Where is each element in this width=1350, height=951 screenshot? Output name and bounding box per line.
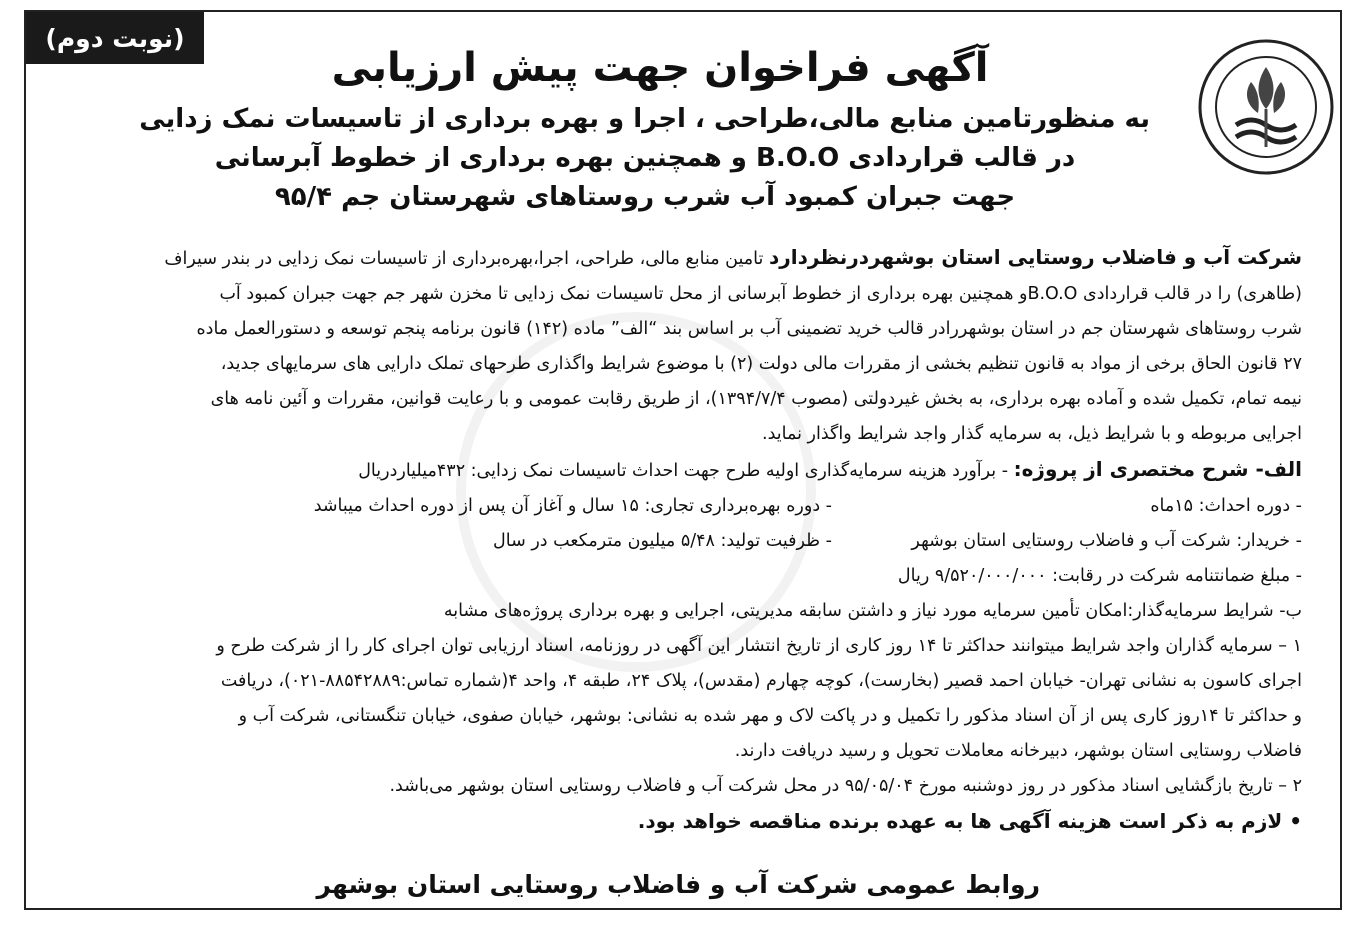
intro-line xyxy=(30,240,1302,277)
intro-line: شرب روستاهای شهرستان جم در استان بوشهررادر قالب خرید تضمینی آب بر اساس بند “الف” ماده (۱۴۲) قانون برنامه پنجم توسعه و دستورالعمل ماده xyxy=(196,319,1302,339)
intro-line: اجرایی مربوطه و با شرایط ذیل، به سرمایه گذار واجد شرایط واگذار نماید. xyxy=(762,424,1302,444)
ad-subtitle xyxy=(140,100,1150,217)
intro-line: (طاهری) را در قالب قراردادی B.O.Oو همچنین بهره برداری از خطوط آبرسانی از محل تاسیسات نمک زدایی تا مخزن شهر جم جهت جبران کمبود آب xyxy=(219,284,1302,304)
intro-lead: شرکت آب و فاضلاب روستایی استان بوشهردرنظردارد xyxy=(768,245,1302,269)
company-logo-icon xyxy=(1196,37,1336,177)
section-a-cost: - برآورد هزینه سرمایه‌گذاری اولیه طرح جهت احداث تاسیسات نمک زدایی: ۴۳۲میلیاردریال xyxy=(358,461,1009,481)
publication-round-badge: (نوبت دوم) xyxy=(26,12,204,64)
intro-line: ۲۷ قانون الحاق برخی از مواد به قانون تنظیم بخشی از مقررات مالی دولت (۲) با موضوع شرایط واگذاری طرحهای تملک دارایی های سرمایهای جدید، xyxy=(220,354,1302,374)
section-a-row xyxy=(30,559,1302,594)
clause-1-line: فاضلاب روستایی استان بوشهر، دبیرخانه معاملات تحویل و رسید دریافت دارند. xyxy=(734,741,1302,761)
section-a-header xyxy=(30,452,1302,489)
subtitle-line: در قالب قراردادی B.O.O و همچنین بهره برداری از خطوط آبرسانی xyxy=(214,143,1076,173)
section-a-heading: الف- شرح مختصری از پروژه: xyxy=(1013,457,1302,481)
section-a-row xyxy=(30,524,1302,559)
section-a-item: - خریدار: شرکت آب و فاضلاب روستایی استان بوشهر xyxy=(911,531,1302,551)
ad-footer-signature: روابط عمومی شرکت آب و فاضلاب روستایی استان بوشهر xyxy=(316,870,1040,899)
ad-title: آگهی فراخوان جهت پیش ارزیابی xyxy=(331,45,989,91)
subtitle-line: به منظورتامین منابع مالی،طراحی ، اجرا و بهره برداری از تاسیسات نمک زدایی xyxy=(139,104,1150,134)
section-a-row xyxy=(30,489,1302,524)
section-a-item: - دوره بهره‌برداری تجاری: ۱۵ سال و آغاز آن پس از دوره احداث میباشد xyxy=(313,496,832,516)
section-a-item: - دوره احداث: ۱۵ماه xyxy=(1150,496,1302,516)
clause-1-line: ۱ – سرمایه گذاران واجد شرایط میتوانند حداکثر تا ۱۴ روز کاری از تاریخ انتشار این آگهی در روزنامه، اسناد ارزیابی توان اجرای کار را از شرکت طرح و xyxy=(216,636,1302,656)
intro-line: نیمه تمام، تکمیل شده و آماده بهره برداری، به بخش غیردولتی (مصوب ۱۳۹۴/۷/۴)، از طریق رقابت عمومی و با رعایت قوانین، مقررات و آئین نامه های xyxy=(210,389,1302,409)
clause-2: ۲ – تاریخ بازگشایی اسناد مذکور در روز دوشنبه مورخ ۹۵/۰۵/۰۴ در محل شرکت آب و فاضلاب روستایی استان بوشهر می‌باشد. xyxy=(389,776,1302,796)
clause-1-line: و حداکثر تا ۱۴روز کاری پس از آن اسناد مذکور را تکمیل و در پاکت لاک و مهر شده به نشانی: بوشهر، خیابان صفوی، خیابان تنگستانی، شرکت آب و xyxy=(238,706,1302,726)
subtitle-line: جهت جبران کمبود آب شرب روستاهای شهرستان جم ۹۵/۴ xyxy=(274,182,1016,212)
section-a-item: - مبلغ ضمانتنامه شرکت در رقابت: ۹/۵۲۰/۰۰۰/۰۰۰ ریال xyxy=(897,566,1302,586)
ad-body xyxy=(30,240,1302,839)
intro-text: تامین منابع مالی، طراحی، اجرا،بهره‌برداری از تاسیسات نمک زدایی در بندر سیراف xyxy=(164,249,764,269)
section-a-item: - ظرفیت تولید: ۵/۴۸ میلیون مترمکعب در سال xyxy=(493,531,832,551)
cost-note: • لازم به ذکر است هزینه آگهی ها به عهده برنده مناقصه خواهد بود. xyxy=(637,809,1302,833)
section-b: ب- شرایط سرمایه‌گذار:امکان تأمین سرمایه مورد نیاز و داشتن سابقه مدیریتی، اجرایی و بهره برداری پروژه‌های مشابه xyxy=(443,601,1302,621)
clause-1-line: اجرای کاسون به نشانی تهران- خیابان احمد قصیر (بخارست)، کوچه چهارم (مقدس)، پلاک ۲۴، طبقه ۴، واحد ۴(شماره تماس:۸۸۵۴۲۸۸۹-۰۲۱)، دریافت xyxy=(220,671,1302,691)
